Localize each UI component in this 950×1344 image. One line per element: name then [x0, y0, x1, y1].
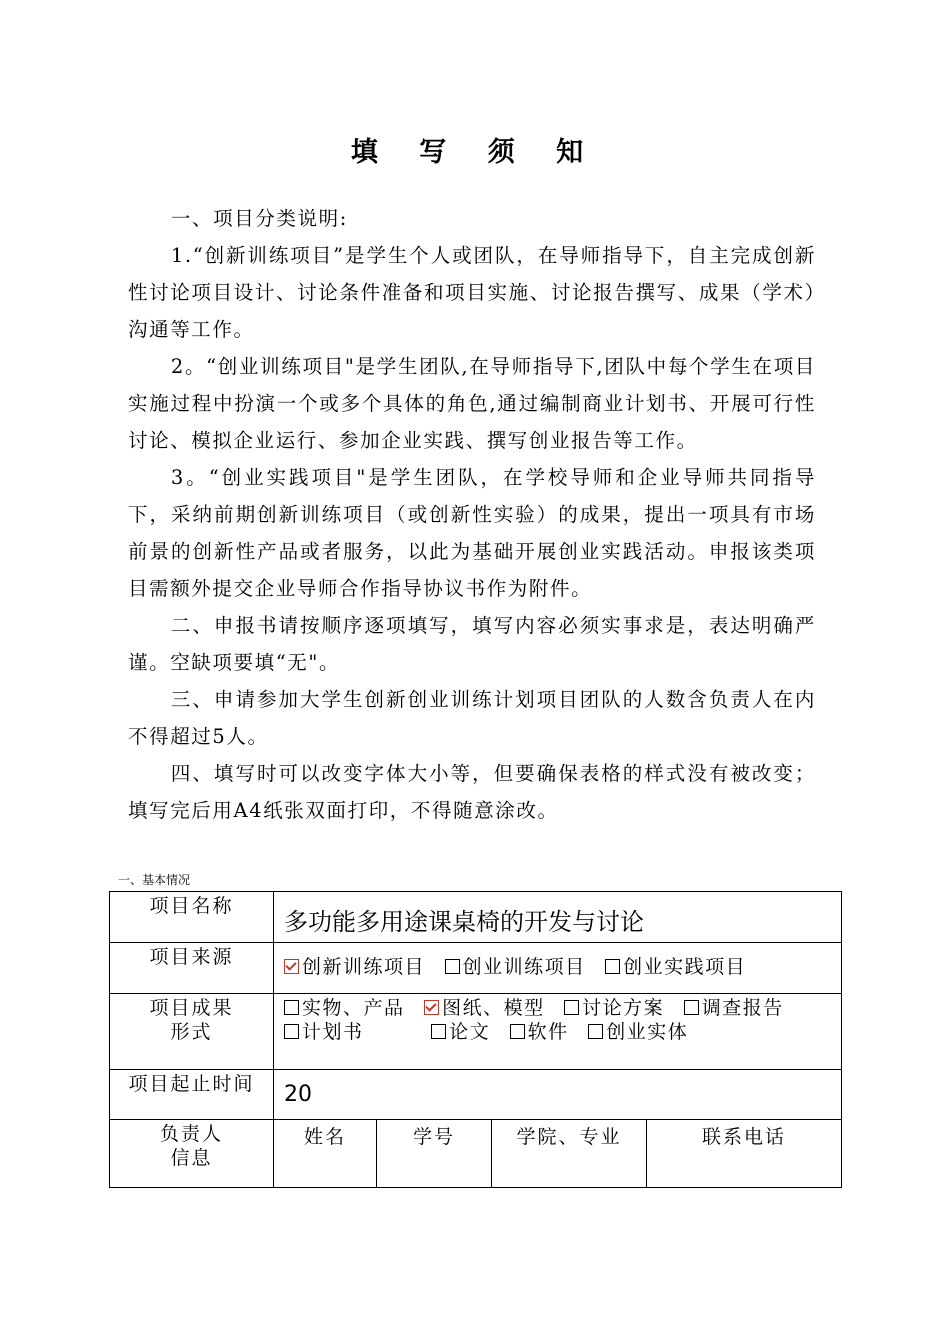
source-option-entrepreneurship-training[interactable]: 创业训练项目 — [445, 956, 586, 978]
result-form-label: 项目成果 形式 — [110, 994, 274, 1070]
project-name-value[interactable]: 多功能多用途课桌椅的开发与讨论 — [274, 892, 842, 943]
checkbox-icon[interactable] — [445, 959, 460, 974]
checkbox-icon[interactable] — [588, 1024, 603, 1039]
checkbox-icon[interactable] — [605, 959, 620, 974]
instruction-paragraph: 2。“创业训练项目"是学生团队,在导师指导下,团队中每个学生在项目实施过程中扮演一个或多个具体的角色,通过编制商业计划书、开展可行性讨论、模拟企业运行、参加企业实践、撰写创业报告等工作。 — [128, 355, 816, 452]
instruction-paragraph: 三、申请参加大学生创新创业训练计划项目团队的人数含负责人在内不得超过5人。 — [128, 688, 816, 748]
instruction-paragraph: 四、填写时可以改变字体大小等，但要确保表格的样式没有被改变；填写完后用A4纸张双面打印，不得随意涂改。 — [128, 762, 816, 822]
leader-name-header: 姓名 — [274, 1120, 377, 1188]
result-option-report[interactable]: 调查报告 — [684, 997, 784, 1019]
result-option-paper[interactable]: 论文 — [431, 1021, 490, 1043]
result-form-options — [274, 994, 842, 1070]
source-option-innovation[interactable]: 创新训练项目 — [284, 956, 425, 978]
project-source-label: 项目来源 — [110, 943, 274, 994]
project-period-value[interactable]: 20 — [274, 1070, 842, 1120]
project-name-label: 项目名称 — [110, 892, 274, 943]
result-option-product[interactable]: 实物、产品 — [284, 997, 405, 1019]
checkbox-icon[interactable] — [431, 1024, 446, 1039]
result-option-plan[interactable]: 讨论方案 — [564, 997, 664, 1019]
checkbox-icon[interactable] — [684, 1000, 699, 1015]
result-option-startup[interactable]: 创业实体 — [588, 1021, 688, 1043]
result-option-drawing[interactable]: 图纸、模型 — [424, 997, 545, 1019]
project-source-options — [274, 943, 842, 994]
instruction-paragraph: 3。“创业实践项目"是学生团队，在学校导师和企业导师共同指导下，采纳前期创新训练项目（或创新性实验）的成果，提出一项具有市场前景的创新性产品或者服务，以此为基础开展创业实践活动。申报该类项目需额外提交企业导师合作指导协议书作为附件。 — [128, 466, 816, 600]
instruction-paragraph: 二、申报书请按顺序逐项填写，填写内容必须实事求是，表达明确严谨。空缺项要填“无"。 — [128, 614, 816, 674]
basic-info-table — [109, 891, 842, 1188]
checkbox-icon[interactable] — [284, 1000, 299, 1015]
instruction-paragraph: 一、项目分类说明: — [170, 207, 348, 230]
leader-phone-header: 联系电话 — [647, 1120, 842, 1188]
checkbox-icon[interactable] — [284, 1024, 299, 1039]
instructions — [128, 200, 816, 829]
checked-checkbox-icon[interactable] — [424, 1000, 439, 1015]
leader-student-id-header: 学号 — [377, 1120, 492, 1188]
leader-info-label: 负责人 信息 — [110, 1120, 274, 1188]
project-period-label: 项目起止时间 — [110, 1070, 274, 1120]
result-option-business-plan[interactable]: 计划书 — [284, 1021, 364, 1043]
result-option-software[interactable]: 软件 — [510, 1021, 569, 1043]
checked-checkbox-icon[interactable] — [284, 959, 299, 974]
page-title: 填 写 须 知 — [350, 137, 600, 168]
section-label: 一、基本情况 — [118, 873, 191, 887]
checkbox-icon[interactable] — [564, 1000, 579, 1015]
source-option-entrepreneurship-practice[interactable]: 创业实践项目 — [605, 956, 746, 978]
leader-college-major-header: 学院、专业 — [492, 1120, 647, 1188]
instruction-paragraph: 1.“创新训练项目”是学生个人或团队，在导师指导下，自主完成创新性讨论项目设计、讨论条件准备和项目实施、讨论报告撰写、成果（学术）沟通等工作。 — [128, 244, 816, 341]
checkbox-icon[interactable] — [510, 1024, 525, 1039]
